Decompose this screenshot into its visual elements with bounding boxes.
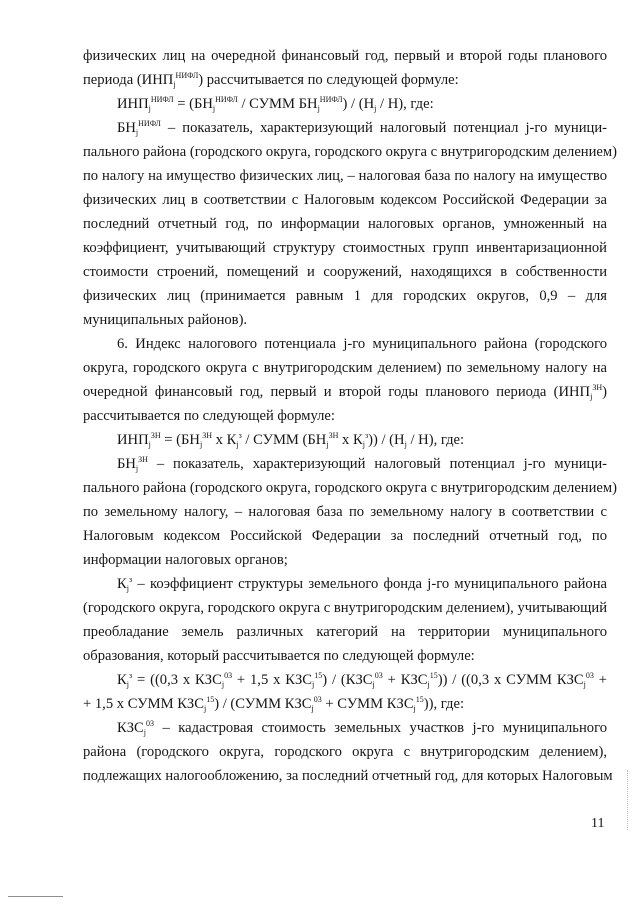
text-line: последний отчетный год, по информации налоговых органов, умноженный на (83, 216, 607, 232)
text-line: + 1,5 х СУММ $КЗС_j^{15}$) / (СУММ $КЗС_j^{03}$ + СУММ $КЗС_j^{15}$)), где: (83, 695, 465, 713)
text-line: по налогу на имущество физических лиц, – налоговая база по налогу на имущество (83, 168, 607, 184)
text-line: периода $(ИНП_j^{НИФЛ})$ рассчитывается по следующей формуле: (83, 71, 459, 89)
text-line: очередной финансовый год, первый и второй годы планового периода $(ИНП_j^{ЗН})$ (83, 383, 607, 401)
text-line: муниципальных районов). (83, 312, 248, 328)
text-line: физических лиц (принимается равным 1 для городских округов, 0,9 – для (83, 288, 607, 304)
text-line: округа, городского округа с внутригородским делением) по земельному налогу на (83, 360, 607, 376)
text-line: информации налоговых органов; (83, 552, 288, 568)
text-line: района (городского округа, городского округа с внутригородским делением), (83, 744, 607, 760)
text-line: по земельному налогу, – налоговая база по земельному налогу в соответствии с (83, 504, 607, 520)
text-line: $К_j^з$ – коэффициент структуры земельного фонда j-го муниципального района (117, 575, 607, 593)
text-line: образования, который рассчитывается по следующей формуле: (83, 648, 475, 664)
text-line: преобладание земель различных категорий на территории муниципального (83, 624, 607, 640)
text-line: 6. Индекс налогового потенциала j-го муниципального района (городского (117, 336, 607, 352)
text-line: $ИНП_j^{НИФЛ} = (БН_j^{НИФЛ}$ / СУММ $БН_j^{НИФЛ}) / (Н_j / Н)$, где: (117, 95, 434, 113)
text-line: пального района (городского округа, городского округа с внутригородским делением) (83, 144, 617, 160)
text-line: физических лиц на очередной финансовый год, первый и второй годы планового (83, 48, 607, 64)
text-line: $К_j^з = ((0,3$ х $КЗС_j^{03} + 1,5$ х $КЗС_j^{15}) / (КЗС_j^{03} + КЗС_j^{15})) / ((0,3$ х СУММ $КЗС_j^{03}$ + (117, 671, 607, 689)
text-line: стоимости строений, помещений и сооружений, находящихся в собственности (83, 264, 607, 280)
text-line: $БН_j^{ЗН}$ – показатель, характеризующий налоговый потенциал j-го муници- (117, 455, 607, 473)
text-line: рассчитывается по следующей формуле: (83, 408, 335, 424)
margin-scan-mark (627, 770, 629, 830)
text-line: $КЗС_j^{03}$ – кадастровая стоимость земельных участков j-го муниципального (117, 719, 607, 737)
text-line: $ИНП_j^{ЗН} = (БН_j^{ЗН}$ х $К_j^з$ / СУММ ($БН_j^{ЗН}$ х $К_j^з)) / (Н_j / Н)$, где: (117, 431, 465, 449)
text-line: Налоговым кодексом Российской Федерации за последний отчетный год, по (83, 528, 607, 544)
page-number: 11 (591, 816, 605, 831)
text-line: пального района (городского округа, городского округа с внутригородским делением) (83, 480, 617, 496)
text-line: подлежащих налогообложению, за последний отчетный год, для которых Налоговым (83, 768, 613, 784)
text-line: коэффициент, учитывающий структуру стоимостных групп инвентаризационной (83, 240, 607, 256)
text-line: (городского округа, городского округа с внутригородским делением), учитывающий (83, 600, 608, 616)
text-line: физических лиц в соответствии с Налоговым кодексом Российской Федерации за (83, 192, 607, 208)
text-line: $БН_j^{НИФЛ}$ – показатель, характеризующий налоговый потенциал j-го муници- (117, 119, 607, 137)
footer-rule (8, 896, 63, 897)
